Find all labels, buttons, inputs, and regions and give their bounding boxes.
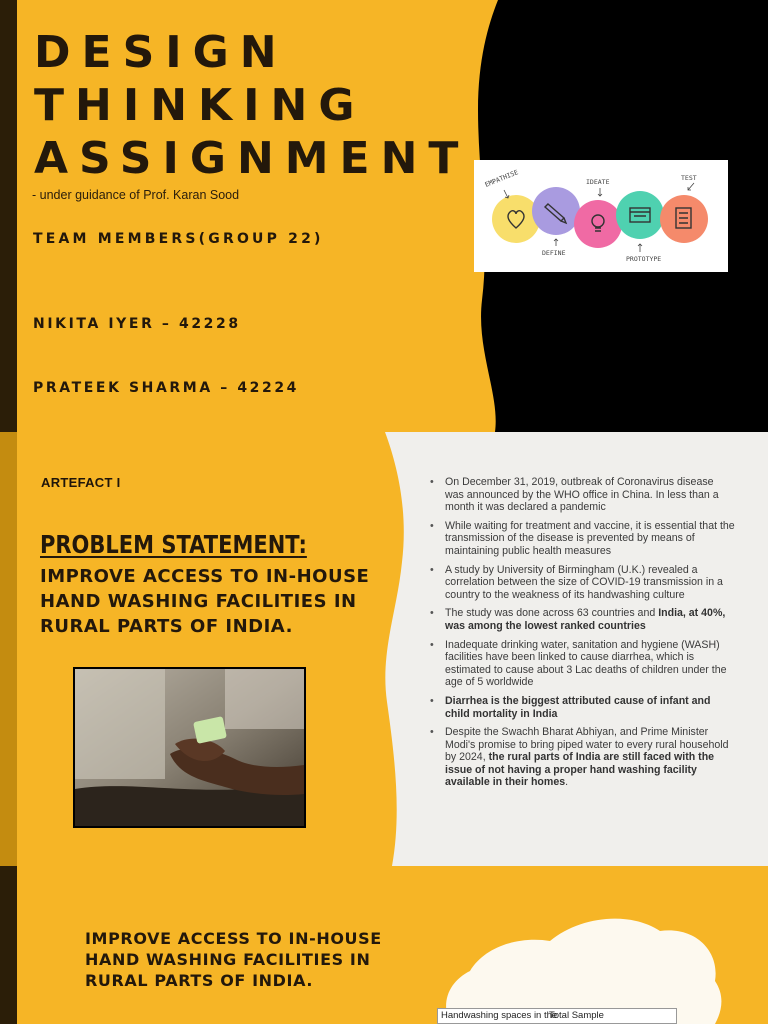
title-line-1: DESIGN — [34, 27, 288, 78]
artefact-label: ARTEFACT I — [41, 475, 121, 490]
bullet-item — [430, 476, 735, 514]
table-header-cell: Total Sample — [549, 1010, 604, 1021]
design-thinking-process-diagram — [474, 160, 728, 272]
ideate-circle — [574, 200, 622, 248]
prototype-circle — [616, 191, 664, 239]
problem-slide — [0, 866, 768, 1024]
bullet-text: . — [565, 776, 569, 789]
bullet-item — [430, 564, 735, 602]
team-members-list — [33, 272, 345, 432]
stage-label: TEST — [681, 174, 697, 182]
bullet-bold-text: the rural parts of India are still faced with the issue of not having a proper hand washing facility available in their homes — [445, 751, 715, 789]
handwashing-photo-image — [75, 669, 304, 826]
left-accent-bar — [0, 0, 17, 432]
bullet-item — [430, 607, 735, 632]
title-line-2: THINKING — [34, 80, 366, 131]
bullet-item — [430, 726, 735, 789]
left-accent-bar — [0, 866, 17, 1024]
left-accent-bar — [0, 432, 17, 866]
stage-label: IDEATE — [586, 178, 610, 186]
artefact-slide — [0, 432, 768, 866]
problem-statement-text: IMPROVE ACCESS TO IN-HOUSE HAND WASHING FACILITIES IN RURAL PARTS OF INDIA. — [40, 566, 370, 637]
bullet-item — [430, 639, 735, 689]
team-members-heading: TEAM MEMBERS(GROUP 22) — [33, 231, 324, 247]
stage-label: DEFINE — [542, 249, 566, 257]
bullet-text: A study by University of Birmingham (U.K.) revealed a correlation between the size of COVID-19 transmission in a country to the weakness of its handwashing culture — [445, 563, 723, 601]
title-line-3: ASSIGNMENT — [34, 133, 470, 184]
handwashing-photo — [73, 667, 306, 828]
problem-statement-text: IMPROVE ACCESS TO IN-HOUSE HAND WASHING FACILITIES IN RURAL PARTS OF INDIA. — [85, 929, 382, 990]
bullet-text: On December 31, 2019, outbreak of Coronavirus disease was announced by the WHO office in China. In less than a month it was declared a pandemic — [445, 476, 719, 514]
table-header-cell: Handwashing spaces in the — [441, 1010, 558, 1021]
bullet-item — [430, 520, 735, 558]
test-circle — [660, 195, 708, 243]
stage-label: PROTOTYPE — [626, 255, 662, 263]
bullet-bold-text: Diarrhea is the biggest attributed cause of infant and child mortality in India — [445, 694, 711, 720]
bullet-text: Inadequate drinking water, sanitation and hygiene (WASH) facilities have been linked to cause diarrhea, which is estimated to cause about 3 Lac deaths of children under the age of 5 worldwide — [445, 638, 727, 689]
bullet-text: The study was done across 63 countries and — [445, 607, 659, 620]
bullet-bold-text: India, at 40%, was among the lowest ranked countries — [445, 607, 726, 632]
bullet-text: While waiting for treatment and vaccine, it is essential that the transmission of the disease is prevented by means of maintaining public health measures — [445, 519, 735, 557]
stage-label: EMPATHISE — [483, 168, 520, 189]
facts-bullet-list — [430, 476, 735, 795]
bullet-item — [430, 695, 735, 720]
empathise-circle — [492, 195, 540, 243]
team-member: PRATEEK SHARMA – 42224 — [33, 380, 300, 397]
guidance-subtitle: - under guidance of Prof. Karan Sood — [32, 188, 240, 202]
problem-statement-heading-text: PROBLEM STATEMENT — [40, 530, 299, 559]
handwashing-data-table — [437, 1008, 677, 1024]
problem-statement-colon: : — [298, 530, 307, 559]
team-member: NIKITA IYER – 42228 — [33, 316, 241, 333]
problem-statement-heading — [40, 530, 307, 559]
bullet-text: Despite the Swachh Bharat Abhiyan, and Prime Minister Modi's promise to bring piped water to every rural household by 2024, — [445, 726, 729, 764]
process-diagram-svg — [474, 160, 728, 272]
title-slide — [0, 0, 768, 432]
